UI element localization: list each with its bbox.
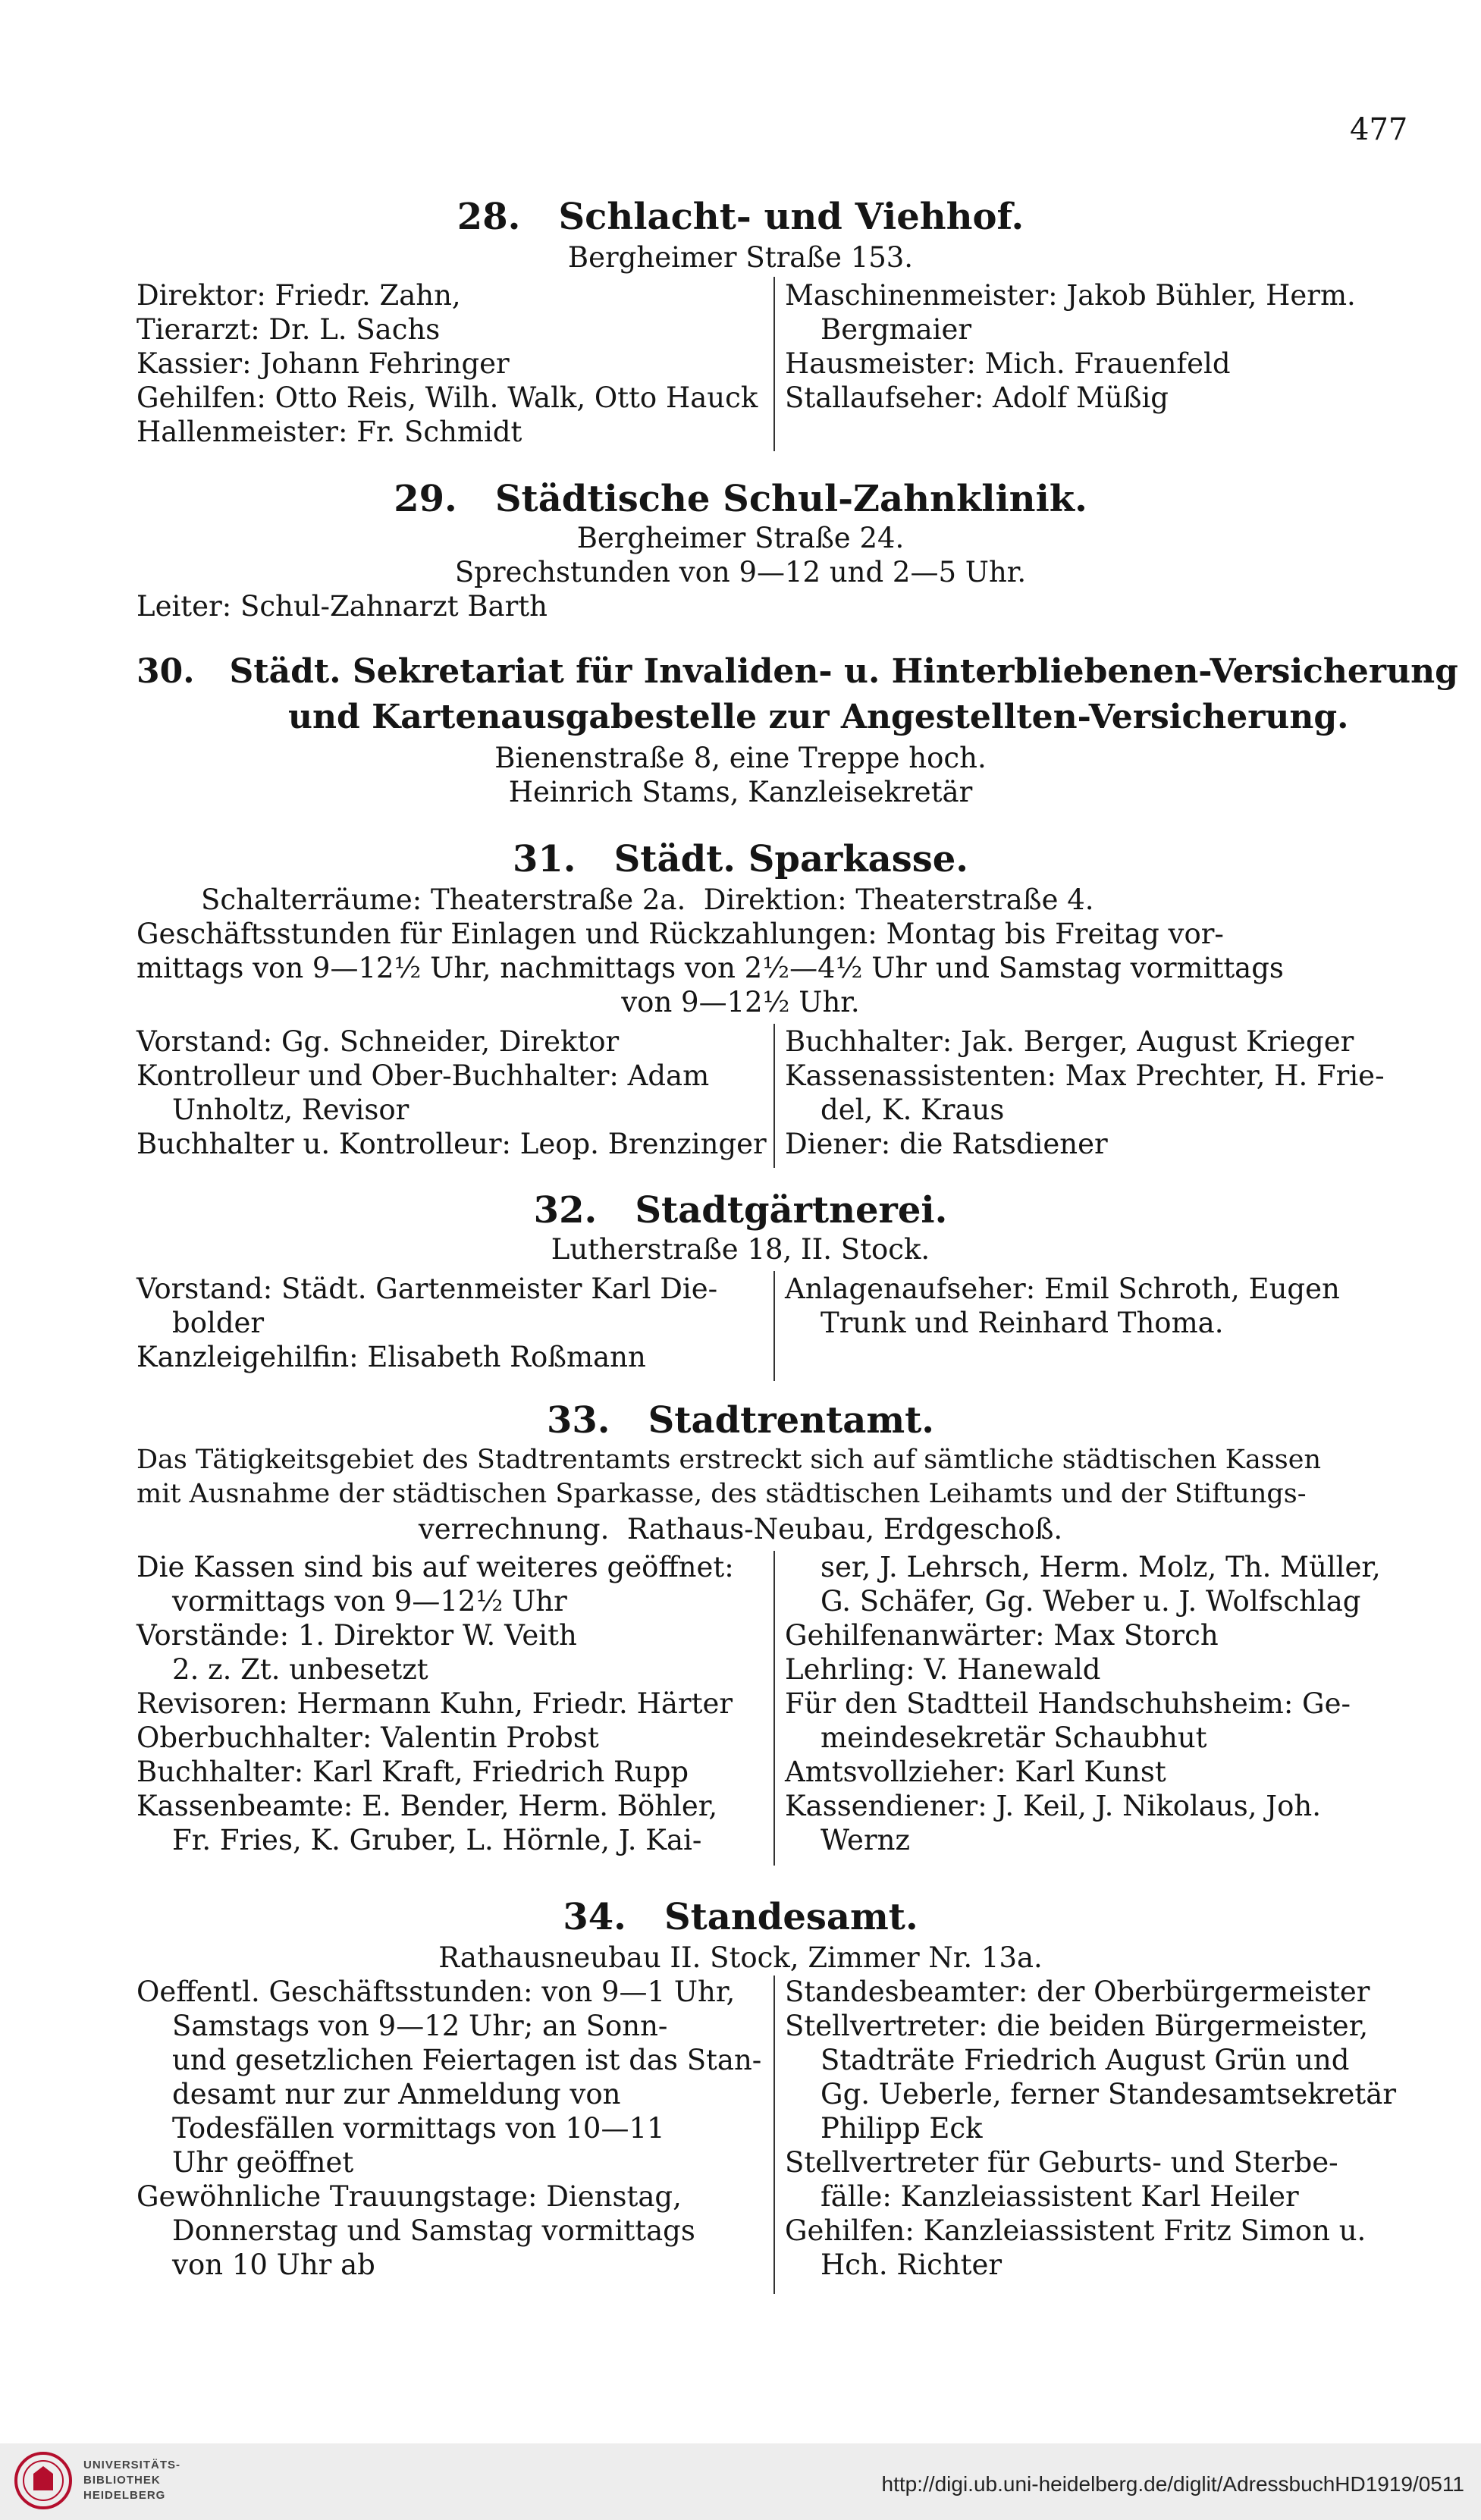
section-32-title: 32. Stadtgärtnerei. [533,1189,948,1232]
s33-left-line: Die Kassen sind bis auf weiteres geöffnet: [136,1551,734,1583]
s34-right-line: Stellvertreter: die beiden Bürgermeister, [785,2010,1369,2042]
library-name-line: UNIVERSITÄTS- [83,2459,181,2471]
s33-right-line: Gehilfenanwärter: Max Storch [785,1619,1219,1652]
s33-right-line: meindesekretär Schaubhut [785,1721,1207,1754]
s34-left-line: Samstags von 9—12 Uhr; an Sonn- [136,2010,668,2042]
s32-right-line: Trunk und Reinhard Thoma. [785,1307,1224,1339]
s33-right-line: Kassendiener: J. Keil, J. Nikolaus, Joh. [785,1790,1321,1822]
s34-left-line: und gesetzlichen Feiertagen ist das Stan- [136,2044,762,2076]
s33-left-line: Revisoren: Hermann Kuhn, Friedr. Härter [136,1687,733,1720]
s34-left-line: Gewöhnliche Trauungstage: Dienstag, [136,2180,682,2213]
s34-left-line: Donnerstag und Samstag vormittags [136,2214,695,2247]
s34-right-line: Stadträte Friedrich August Grün und [785,2044,1350,2076]
section-30-title: 30. Städt. Sekretariat für Invaliden- u. Hinterbliebenen-Versicherung [136,652,1458,691]
s31-right-line: Buchhalter: Jak. Berger, August Krieger [785,1025,1354,1058]
page-number: 477 [1350,112,1408,147]
library-name-line: HEIDELBERG [83,2489,166,2502]
section-28-title: 28. Schlacht- und Viehhof. [457,196,1024,238]
section-31-line: Geschäftsstunden für Einlagen und Rückzahlungen: Montag bis Freitag vor- [136,918,1224,950]
s31-left-line: Unholtz, Revisor [136,1094,409,1126]
s34-left-line: von 10 Uhr ab [136,2249,375,2281]
s32-left-line: Kanzleigehilfin: Elisabeth Roßmann [136,1341,646,1373]
s34-right-line: Philipp Eck [785,2112,983,2145]
section-33-title: 33. Stadtrentamt. [547,1399,934,1442]
source-url-link[interactable]: http://digi.ub.uni-heidelberg.de/diglit/AdressbuchHD1919/0511 [881,2472,1464,2496]
s31-right-line: del, K. Kraus [785,1094,1005,1126]
s31-right-line: Diener: die Ratsdiener [785,1128,1108,1160]
s31-left-line: Buchhalter u. Kontrolleur: Leop. Brenzinger [136,1128,767,1160]
s31-left-line: Vorstand: Gg. Schneider, Direktor [136,1025,620,1058]
s28-right-line: Stallaufseher: Adolf Müßig [785,381,1169,414]
section-31-line: von 9—12½ Uhr. [621,986,860,1018]
s33-right-line: Für den Stadtteil Handschuhsheim: Ge- [785,1687,1351,1720]
s28-right-line: Bergmaier [785,313,972,346]
s34-right-line: Standesbeamter: der Oberbürgermeister [785,1976,1370,2008]
section-30-line: Bienenstraße 8, eine Treppe hoch. [494,742,987,774]
s28-left-line: Hallenmeister: Fr. Schmidt [136,416,522,448]
s33-left-line: Vorstände: 1. Direktor W. Veith [136,1619,577,1652]
section-34-address: Rathausneubau II. Stock, Zimmer Nr. 13a. [438,1941,1043,1974]
s34-right-line: Gg. Ueberle, ferner Standesamtsekretär [785,2078,1397,2110]
column-divider [773,1976,775,2294]
s34-right-line: Gehilfen: Kanzleiassistent Fritz Simon u. [785,2214,1366,2247]
s32-left-line: Vorstand: Städt. Gartenmeister Karl Die- [136,1273,718,1305]
s31-left-line: Kontrolleur und Ober-Buchhalter: Adam [136,1059,710,1092]
s34-left-line: desamt nur zur Anmeldung von [136,2078,621,2110]
s28-right-line: Hausmeister: Mich. Frauenfeld [785,347,1231,380]
s34-left-line: Todesfällen vormittags von 10—11 [136,2112,665,2145]
s33-left-line: 2. z. Zt. unbesetzt [136,1653,428,1686]
library-name-line: BIBLIOTHEK [83,2474,161,2487]
s33-right-line: Wernz [785,1824,910,1856]
s34-left-line: Uhr geöffnet [136,2146,354,2179]
section-33-line: verrechnung. Rathaus-Neubau, Erdgeschoß. [418,1513,1063,1546]
s33-right-line: Amtsvollzieher: Karl Kunst [785,1756,1166,1788]
s28-left-line: Direktor: Friedr. Zahn, [136,279,461,312]
s33-left-line: Oberbuchhalter: Valentin Probst [136,1721,599,1754]
section-32-address: Lutherstraße 18, II. Stock. [551,1233,930,1266]
section-33-line: mit Ausnahme der städtischen Sparkasse, des städtischen Leihamts und der Stiftungs- [136,1479,1307,1509]
s33-right-line: G. Schäfer, Gg. Weber u. J. Wolfschlag [785,1585,1361,1618]
s33-right-line: Lehrling: V. Hanewald [785,1653,1101,1686]
s34-right-line: Hch. Richter [785,2249,1002,2281]
s32-right-line: Anlagenaufseher: Emil Schroth, Eugen [785,1273,1340,1305]
s31-right-line: Kassenassistenten: Max Prechter, H. Frie- [785,1059,1385,1092]
column-divider [773,277,775,451]
s33-left-line: Kassenbeamte: E. Bender, Herm. Böhler, [136,1790,718,1822]
s34-left-line: Oeffentl. Geschäftsstunden: von 9—1 Uhr, [136,1976,736,2008]
s33-left-line: Buchhalter: Karl Kraft, Friedrich Rupp [136,1756,689,1788]
section-29-title: 29. Städtische Schul-Zahnklinik. [394,478,1087,520]
column-divider [773,1271,775,1381]
s28-left-line: Tierarzt: Dr. L. Sachs [136,313,441,346]
section-29-leiter: Leiter: Schul-Zahnarzt Barth [136,590,548,623]
section-31-line: Schalterräume: Theaterstraße 2a. Direktion: Theaterstraße 4. [201,883,1094,916]
s34-right-line: Stellvertreter für Geburts- und Sterbe- [785,2146,1338,2179]
s33-left-line: Fr. Fries, K. Gruber, L. Hörnle, J. Kai- [136,1824,702,1856]
section-29-line: Sprechstunden von 9—12 und 2—5 Uhr. [454,556,1027,588]
s32-left-line: bolder [136,1307,265,1339]
university-seal-icon [14,2451,73,2510]
column-divider [773,1024,775,1168]
s33-left-line: vormittags von 9—12½ Uhr [136,1585,567,1618]
section-31-line: mittags von 9—12½ Uhr, nachmittags von 2½—4½ Uhr und Samstag vormittags [136,952,1284,984]
s34-right-line: fälle: Kanzleiassistent Karl Heiler [785,2180,1299,2213]
section-31-title: 31. Städt. Sparkasse. [512,838,968,880]
section-30-title-cont: und Kartenausgabestelle zur Angestellten-Versicherung. [288,698,1349,736]
s28-left-line: Gehilfen: Otto Reis, Wilh. Walk, Otto Hauck [136,381,758,414]
column-divider [773,1551,775,1866]
section-30-line: Heinrich Stams, Kanzleisekretär [508,776,973,808]
s28-left-line: Kassier: Johann Fehringer [136,347,510,380]
section-34-title: 34. Standesamt. [563,1896,918,1938]
section-33-line: Das Tätigkeitsgebiet des Stadtrentamts erstreckt sich auf sämtliche städtischen Kassen [136,1445,1321,1475]
s33-right-line: ser, J. Lehrsch, Herm. Molz, Th. Müller, [785,1551,1381,1583]
section-29-line: Bergheimer Straße 24. [576,522,905,554]
section-28-address: Bergheimer Straße 153. [567,241,914,274]
s28-right-line: Maschinenmeister: Jakob Bühler, Herm. [785,279,1356,312]
